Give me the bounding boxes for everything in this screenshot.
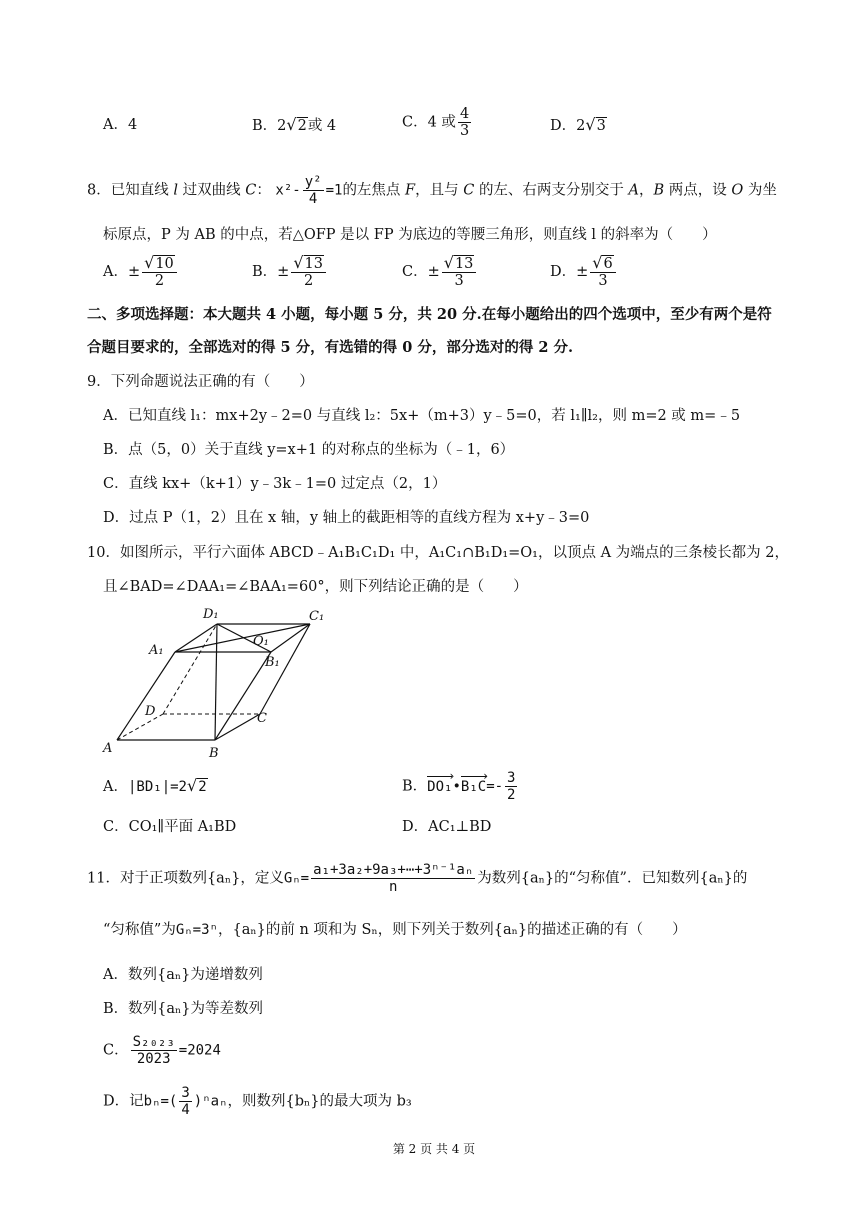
q7-option-d: D．2√3	[550, 115, 606, 134]
q11-option-b: B．数列{aₙ}为等差数列	[103, 1001, 264, 1017]
parallelepiped-figure	[95, 600, 345, 765]
q8-option-b: B．± $\frac{√13}{2}$	[252, 255, 328, 289]
hidden-edge-d-d1	[163, 624, 217, 714]
label-d: D	[145, 704, 156, 719]
q9-stem: 9．下列命题说法正确的有（ ）	[87, 374, 314, 390]
q11-option-c: C． $\frac{\text{S₂₀₂₃}}{2023}$ =2024	[103, 1034, 221, 1067]
q7-option-c: C．4 或 $\frac{4}{3}$	[402, 106, 470, 139]
q10-option-b: B．DO₁ ›•B₁C ›=- $\frac{3}{2}$	[402, 770, 519, 803]
edge-a-a1	[117, 652, 175, 740]
q9-option-c: C．直线 kx+（k+1）y﹣3k﹣1=0 过定点（2，1）	[103, 476, 447, 492]
q8-option-c: C．± $\frac{√13}{3}$	[402, 255, 478, 289]
q11-option-a: A．数列{aₙ}为递增数列	[103, 967, 263, 983]
q9-option-a: A．已知直线 l₁：mx+2y﹣2=0 与直线 l₂：5x+（m+3）y﹣5=0，若 l₁∥l₂，则 m=2 或 m=﹣5	[103, 408, 741, 424]
q11-stem-line1: 11．对于正项数列{aₙ}，定义Gₙ= $\frac{\text{a₁+3a₂+9a₃+⋯+3ⁿ⁻¹aₙ}}{n}$ 为数列{aₙ}的“匀称值”．已知数列{aₙ}的	[87, 862, 748, 895]
edge-b-c	[215, 714, 260, 740]
q10-option-c: C．CO₁∥平面 A₁BD	[103, 819, 237, 835]
page-footer: 第 2 页 共 4 页	[392, 1142, 476, 1156]
q10-stem-line1: 10．如图所示，平行六面体 ABCD﹣A₁B₁C₁D₁ 中，A₁C₁∩B₁D₁=O₁，以顶点 A 为端点的三条棱长都为 2，	[87, 545, 790, 561]
label-d1: D₁	[203, 607, 219, 622]
q8-stem-line1: 8．已知直线 l 过双曲线 C： x²- $\frac{\text{y²}}{4}$ =1的左焦点 F，且与 C 的左、右两支分别交于 A，B 两点，设 O 为坐	[87, 174, 777, 207]
label-o1: O₁	[253, 634, 269, 649]
label-a: A	[103, 741, 113, 756]
label-c1: C₁	[309, 609, 325, 624]
q11-stem-line2: “匀称值”为Gₙ=3ⁿ，{aₙ}的前 n 项和为 Sₙ，则下列关于数列{aₙ}的描述正确的有（ ）	[103, 922, 687, 938]
q10-option-a: A．|BD₁|=2√2	[103, 776, 207, 795]
edge-b-b1	[215, 652, 271, 740]
label-b1: B₁	[265, 655, 280, 670]
q10-option-d: D．AC₁⊥BD	[402, 819, 492, 835]
q8-stem-line2: 标原点，P 为 AB 的中点，若△OFP 是以 FP 为底边的等腰三角形，则直线 l 的斜率为（ ）	[103, 227, 717, 243]
label-c: C	[257, 711, 267, 726]
section-2-heading-line1: 二、多项选择题：本大题共 4 小题，每小题 5 分，共 20 分.在每小题给出的四个选项中，至少有两个是符	[87, 306, 772, 323]
section-2-heading-line2: 合题目要求的，全部选对的得 5 分，有选错的得 0 分，部分选对的得 2 分.	[87, 339, 574, 356]
q7-option-b: B．2√2或 4	[252, 115, 337, 134]
q8-option-d: D．± $\frac{√6}{3}$	[550, 255, 618, 289]
label-a1: A₁	[149, 643, 164, 658]
q9-option-d: D．过点 P（1，2）且在 x 轴，y 轴上的截距相等的直线方程为 x+y﹣3=0	[103, 510, 590, 526]
hidden-edge-a-d	[117, 714, 163, 740]
q10-stem-line2: 且∠BAD=∠DAA₁=∠BAA₁=60°，则下列结论正确的是（ ）	[103, 579, 528, 595]
label-b: B	[209, 746, 219, 761]
q9-option-b: B．点（5，0）关于直线 y=x+1 的对称点的坐标为（﹣1，6）	[103, 442, 515, 458]
q7-option-a: A．4	[103, 117, 138, 133]
q11-option-d: D．记bₙ=( $\frac{3}{4}$ )ⁿaₙ，则数列{bₙ}的最大项为 b₃	[103, 1085, 412, 1118]
edge-d1-b	[215, 624, 217, 740]
q8-option-a: A．± $\frac{√10}{2}$	[103, 255, 179, 289]
